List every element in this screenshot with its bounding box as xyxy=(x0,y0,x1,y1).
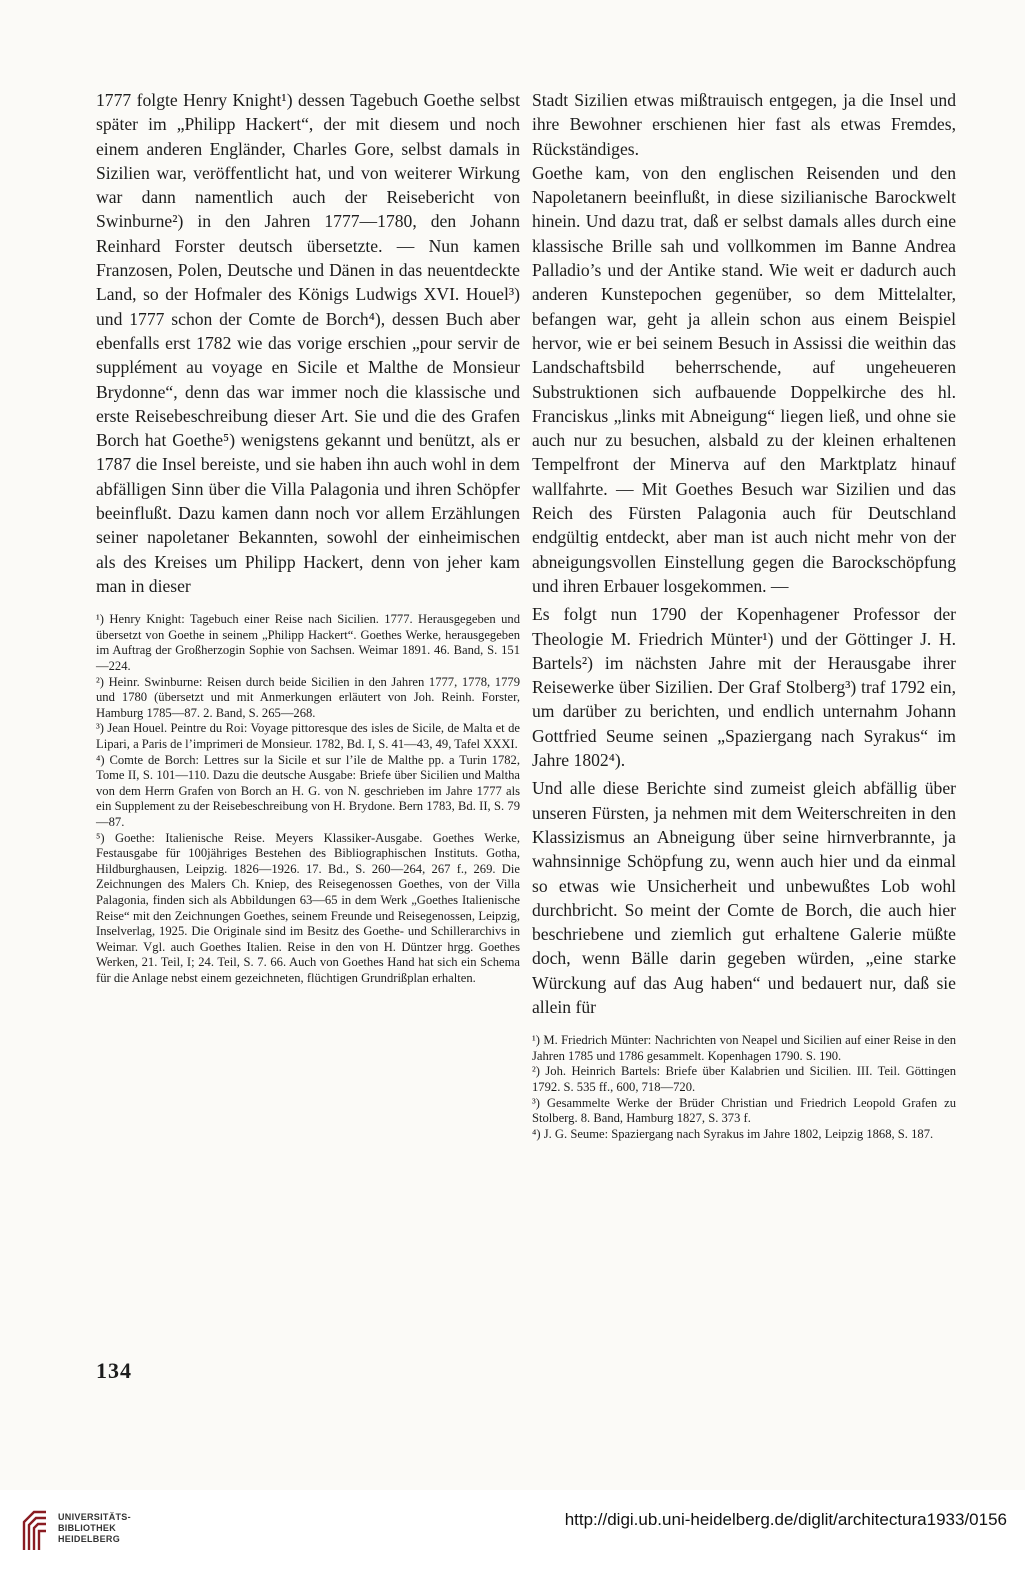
footnote: ³) Gesammelte Werke der Brüder Christian und Friedrich Leopold Grafen zu Stolberg. 8. Band, Hamburg 1827, S. 373 f. xyxy=(532,1095,956,1126)
library-name xyxy=(58,1512,131,1545)
right-footnotes xyxy=(532,1033,956,1142)
right-body-text xyxy=(532,88,956,1019)
left-column xyxy=(96,88,520,986)
footnote: ⁴) J. G. Seume: Spaziergang nach Syrakus im Jahre 1802, Leipzig 1868, S. 187. xyxy=(532,1126,934,1141)
footnote: ⁵) Goethe: Italienische Reise. Meyers Klassiker-Ausgabe. Goethes Werke, Festausgabe für 100jähriges Bestehen des Bibliographischen Instituts. Gotha, Hildburghausen, Leipzig. 1826—1926. 17. Bd., S. 260—264, 267 f., 269. Die Zeichnungen des Malers Ch. Kniep, des Reisegenossen Goethes, von der Villa Palagonia, finden sich als Abbildungen 63—65 in dem Werk „Goethes Italienische Reise“ mit den Zeichnungen Goethes, seinem Freunde und Reisegenossen, Leipzig, Inselverlag, 1925. Die Originale sind im Besitz des Goethe- und Schillerarchivs in Weimar. Vgl. auch Goethes Italien. Reise in den von H. Düntzer hrgg. Goethes Werken, 21. Teil, I; 24. Teil, S. 7. 66. Auch von Goethes Hand hat sich ein Schema für die Anlage nebst einem gezeichneten, flüchtigen Grundrißplan erhalten. xyxy=(96,830,520,985)
left-footnotes xyxy=(96,612,520,986)
footnote: ¹) M. Friedrich Münter: Nachrichten von Neapel und Sicilien auf einer Reise in den Jahren 1785 und 1786 gesammelt. Kopenhagen 1790. S. 190. xyxy=(532,1033,956,1063)
left-paragraph: 1777 folgte Henry Knight¹) dessen Tagebuch Goethe selbst später im „Philipp Hackert“, der mit diesem und noch einem anderen Engländer, Charles Gore, selbst damals in Sizilien war, veröffentlicht hat, und von weiterer Wirkung war dann namentlich auch der Reisebericht von Swinburne²) in den Jahren 1777—1780, den Johann Reinhard Forster deutsch übersetzte. — Nun kamen Franzosen, Polen, Deutsche und Dänen in das neuentdeckte Land, so der Hofmaler des Königs Ludwigs XVI. Houel³) und 1777 schon der Comte de Borch⁴), dessen Buch aber ebenfalls erst 1782 wie das vorige erschien „pour servir de supplément au voyage en Sicile et Malthe de Monsieur Brydonne“, denn das war immer noch die klassische und erste Reisebeschreibung dieser Art. Sie und die des Grafen Borch hat Goethe⁵) wenigstens gekannt und benützt, als er 1787 die Insel bereiste, und sie haben ihn auch wohl in dem abfälligen Sinn über die Villa Palagonia und ihren Schöpfer beeinflußt. Dazu kamen dann noch vor allem Erzählungen seiner napoletaner Bekannten, sowohl der einheimischen als des Kreises um Philipp Hackert, denn von jeher kam man in dieser xyxy=(96,90,520,596)
library-name-line: UNIVERSITÄTS- xyxy=(58,1512,131,1522)
library-name-line: BIBLIOTHEK xyxy=(58,1523,116,1533)
right-column xyxy=(532,88,956,1142)
footnote: ¹) Henry Knight: Tagebuch einer Reise nach Sicilien. 1777. Herausgegeben und übersetzt von Goethe in seinem „Philipp Hackert“. Goethes Werke, herausgegeben im Auftrag der Großherzogin Sophie von Sachsen. Weimar 1891. 46. Band, S. 151—224. xyxy=(96,612,520,674)
footnote: ²) Heinr. Swinburne: Reisen durch beide Sicilien in den Jahren 1777, 1778, 1779 und 1780 (übersetzt und mit Anmerkungen erläutert von Joh. Reinh. Forster, Hamburg 1785—87. 2. Band, S. 265—268. xyxy=(96,674,520,720)
library-name-line: HEIDELBERG xyxy=(58,1534,121,1544)
footnote: ³) Jean Houel. Peintre du Roi: Voyage pittoresque des isles de Sicile, de Malta et de Lipari, a Paris de l’imprimeri de Monsieur. 1782, Bd. I, S. 41—43, 49, Tafel XXXI. xyxy=(96,721,520,751)
right-paragraph: Es folgt nun 1790 der Kopenhagener Professor der Theologie M. Friedrich Münter¹) und der Göttinger J. H. Bartels²) im nächsten Jahre mit der Herausgabe ihrer Reisewerke über Sizilien. Der Graf Stolberg³) traf 1792 ein, um darüber zu berichten, und endlich unternahm Johann Gottfried Seume seinen „Spaziergang nach Syrakus“ im Jahre 1802⁴). xyxy=(532,604,956,771)
right-paragraph: Goethe kam, von den englischen Reisenden und den Napoletanern beeinflußt, in diese sizilianische Barockwelt hinein. Und dazu trat, daß er selbst damals alles durch eine klassische Brille sah und vollkommen im Banne Andrea Palladio’s und der Antike stand. Wie weit er dadurch auch anderen Kunstepochen gegenüber, so dem Mittelalter, befangen war, geht ja allein schon aus einem Beispiel hervor, wie er bei seinem Besuch in Assissi die weithin das Landschaftsbild beherrschende, auf ungeheueren Substruktionen sich aufbauende Doppelkirche des hl. Franciskus „links mit Abneigung“ liegen ließ, und ohne sie auch nur zu besuchen, alsbald zu der kleinen erhaltenen Tempelfront der Minerva auf den Marktplatz hinauf wallfahrte. — Mit Goethes Besuch war Sizilien und das Reich des Fürsten Palagonia auch für Deutschland endgültig entdeckt, aber man ist auch nicht mehr von der abneigungsvollen Einstellung gegen die Barockschöpfung und ihren Erbauer losgekommen. — xyxy=(532,162,956,596)
footer-bar xyxy=(0,1490,1025,1577)
footnote: ⁴) Comte de Borch: Lettres sur la Sicile et sur l’ile de Malthe pp. a Turin 1782, Tome II, S. 101—110. Dazu die deutsche Ausgabe: Briefe über Sicilien und Maltha von dem Herrn Grafen von Borch an H. G. von N. geschrieben im Jahre 1777 als ein Supplement zu der Reisebeschreibung von H. Brydone. Bern 1783, Bd. II, S. 79—87. xyxy=(96,752,520,829)
right-paragraph: Und alle diese Berichte sind zumeist gleich abfällig über unseren Fürsten, ja nehmen mit dem Weiterschreiten in den Klassizismus an Abneigung über seine hirnverbrannte, ja wahnsinnige Schöpfung zu, wenn auch hier und da einmal so etwas wie Unsicherheit und unbewußtes Lob wohl durchbricht. So meint der Comte de Borch, die auch hier beschriebene und ziemlich gut erhaltene Galerie müßte doch, wenn Bälle darin gegeben würden, „eine starke Würckung auf das Aug haben“ und bedauert nur, daß sie allein für xyxy=(532,778,956,1017)
footnote: ²) Joh. Heinrich Bartels: Briefe über Kalabrien und Sicilien. III. Teil. Göttingen 1792. S. 535 ff., 600, 718—720. xyxy=(532,1064,956,1095)
university-library-logo-icon xyxy=(20,1504,50,1554)
right-paragraph: Stadt Sizilien etwas mißtrauisch entgegen, ja die Insel und ihre Bewohner erschienen hier fast als etwas Fremdes, Rückständiges. xyxy=(532,90,956,159)
left-body-text xyxy=(96,88,520,598)
page-number: 134 xyxy=(96,1358,132,1383)
source-url-link[interactable]: http://digi.ub.uni-heidelberg.de/diglit/architectura1933/0156 xyxy=(564,1510,1007,1529)
